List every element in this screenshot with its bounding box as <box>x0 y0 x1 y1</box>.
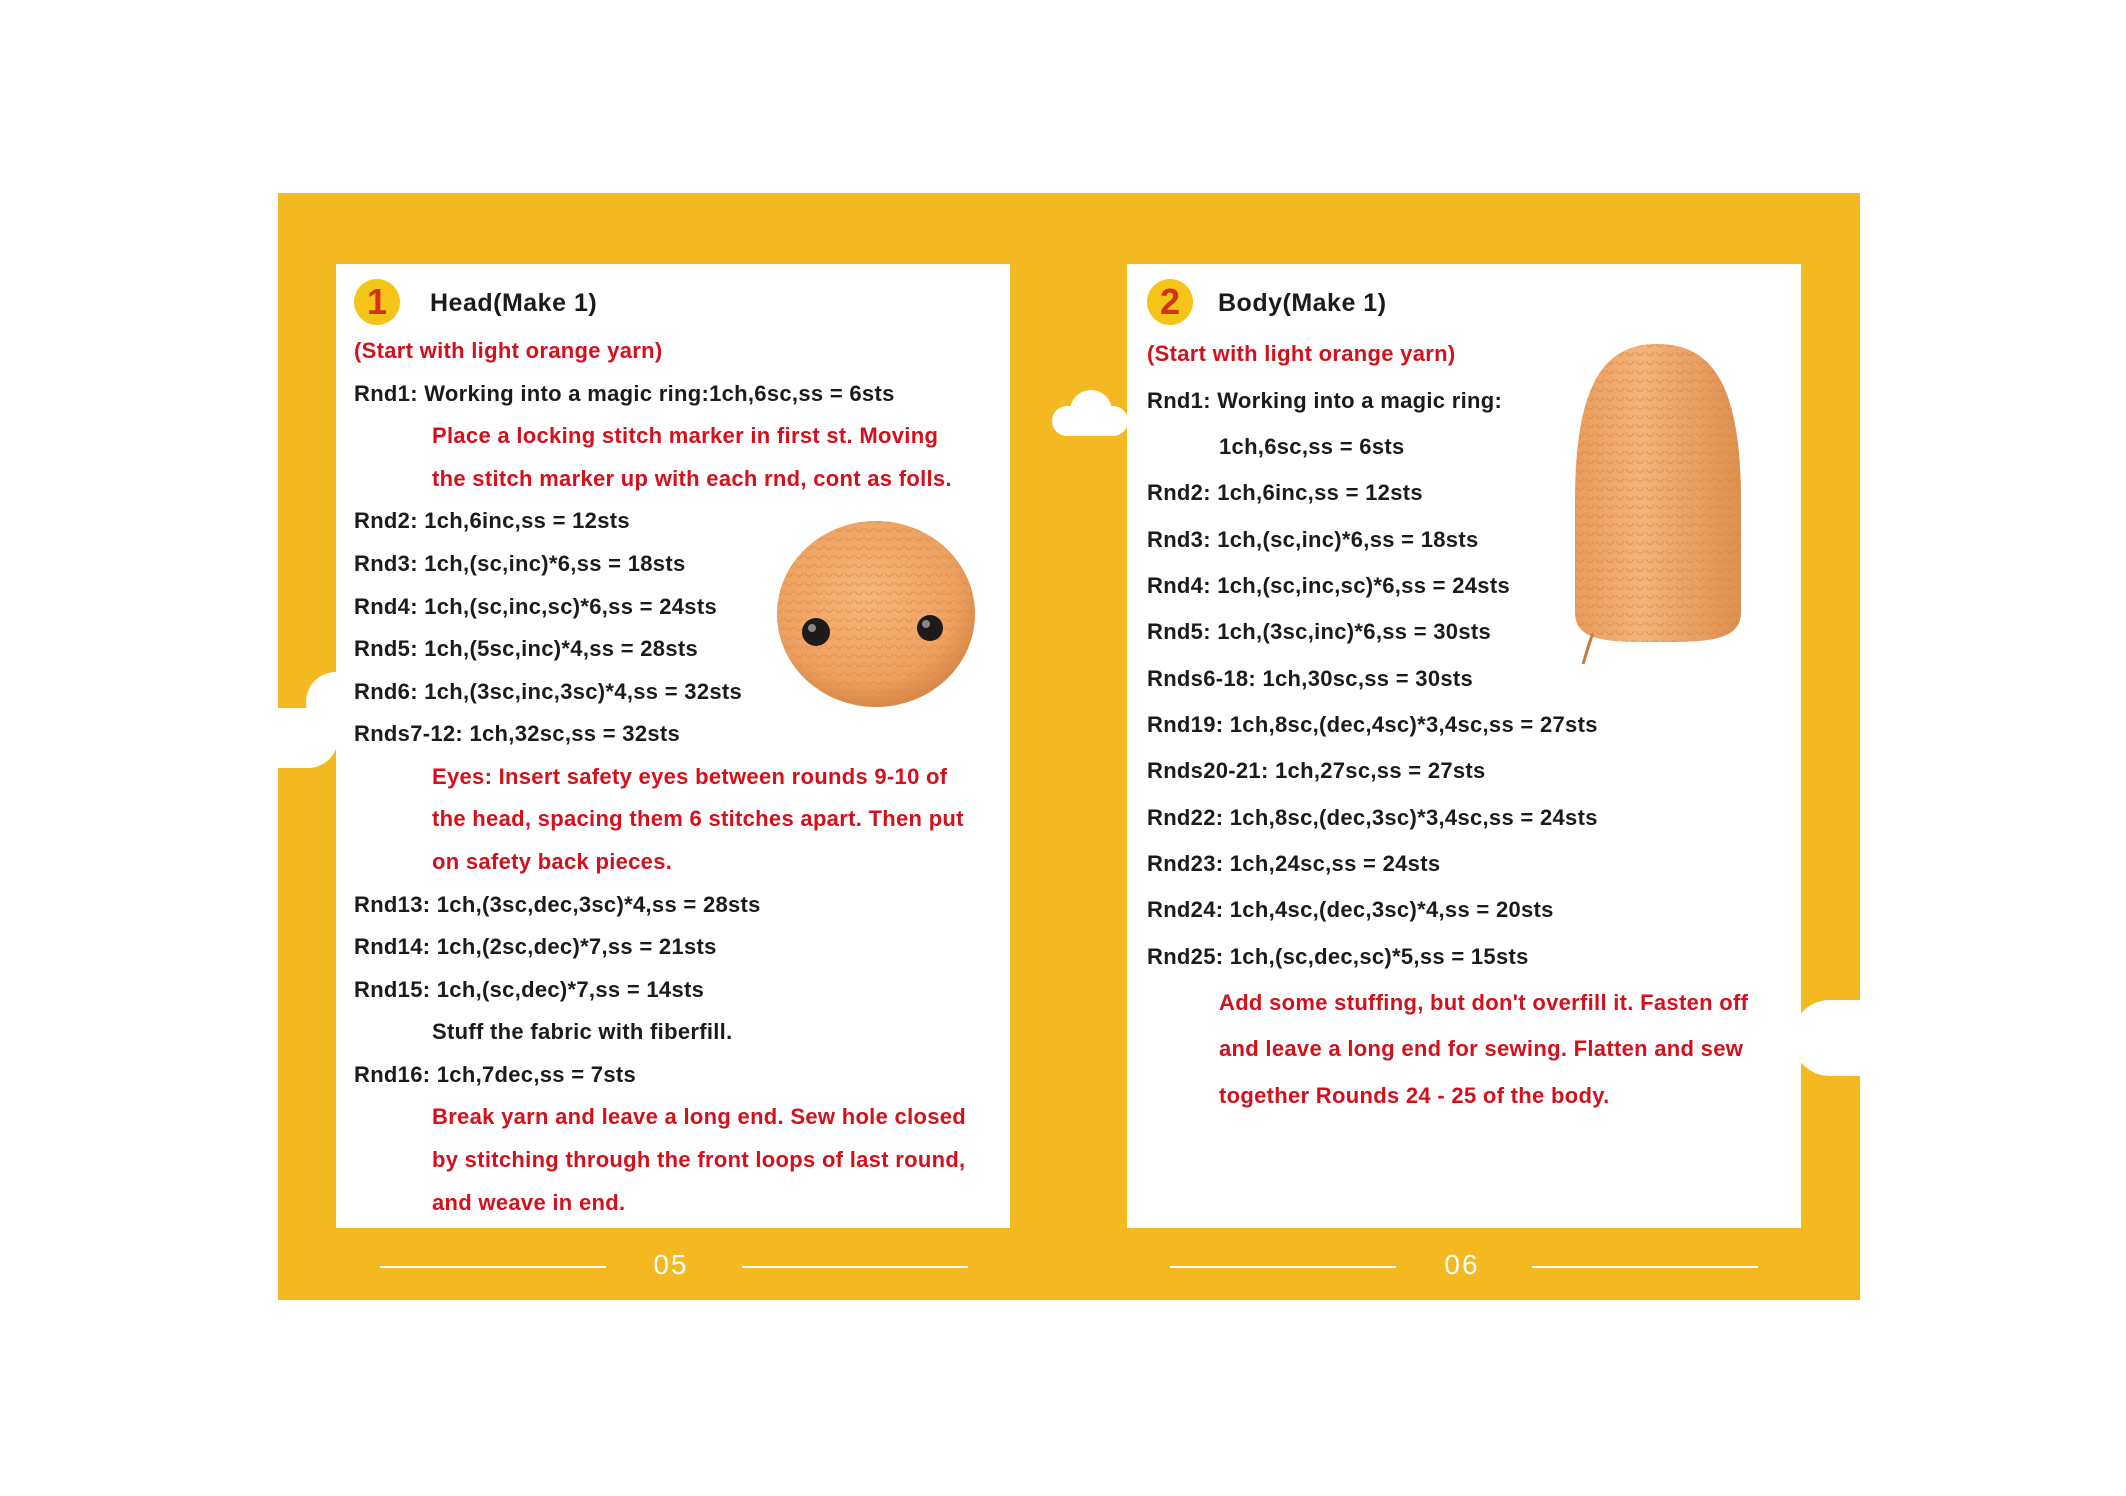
round-line: Rnd4: 1ch,(sc,inc,sc)*6,ss = 24sts <box>354 594 717 619</box>
round-line: Rnd24: 1ch,4sc,(dec,3sc)*4,ss = 20sts <box>1147 897 1554 922</box>
crochet-body-image <box>1565 342 1749 668</box>
round-line: Rnd19: 1ch,8sc,(dec,4sc)*3,4sc,ss = 27sts <box>1147 712 1598 737</box>
cloud-decoration-center-bump <box>1070 390 1112 432</box>
footer-divider <box>742 1266 968 1268</box>
footer-divider <box>1170 1266 1396 1268</box>
yarn-note: (Start with light orange yarn) <box>354 338 663 363</box>
head-instructions-page <box>336 264 1010 1228</box>
round-line: Rnd13: 1ch,(3sc,dec,3sc)*4,ss = 28sts <box>354 892 761 917</box>
instruction-note: together Rounds 24 - 25 of the body. <box>1219 1083 1610 1108</box>
round-line: Rnds6-18: 1ch,30sc,ss = 30sts <box>1147 666 1474 691</box>
instruction-note: Stuff the fabric with fiberfill. <box>432 1019 733 1044</box>
instruction-note: the stitch marker up with each rnd, cont as folls. <box>432 466 952 491</box>
instruction-note: Add some stuffing, but don't overfill it. Fasten off <box>1219 990 1749 1015</box>
round-line: Rnd3: 1ch,(sc,inc)*6,ss = 18sts <box>354 551 686 576</box>
round-line: Rnd22: 1ch,8sc,(dec,3sc)*3,4sc,ss = 24sts <box>1147 805 1598 830</box>
round-line: 1ch,6sc,ss = 6sts <box>1219 434 1405 459</box>
footer-divider <box>380 1266 606 1268</box>
round-line: Rnd3: 1ch,(sc,inc)*6,ss = 18sts <box>1147 527 1479 552</box>
round-line: Rnd5: 1ch,(3sc,inc)*6,ss = 30sts <box>1147 619 1492 644</box>
page-number-left: 05 <box>653 1249 689 1280</box>
round-line: Rnd2: 1ch,6inc,ss = 12sts <box>354 508 630 533</box>
round-line: Rnd5: 1ch,(5sc,inc)*4,ss = 28sts <box>354 636 699 661</box>
footer-divider <box>1532 1266 1758 1268</box>
round-line: Rnds20-21: 1ch,27sc,ss = 27sts <box>1147 758 1486 783</box>
round-line: Rnd4: 1ch,(sc,inc,sc)*6,ss = 24sts <box>1147 573 1510 598</box>
body-instructions-page <box>1127 264 1801 1228</box>
round-line: Rnd15: 1ch,(sc,dec)*7,ss = 14sts <box>354 977 705 1002</box>
round-line: Rnd2: 1ch,6inc,ss = 12sts <box>1147 480 1423 505</box>
instruction-note: Eyes: Insert safety eyes between rounds 9-10 of <box>432 764 948 789</box>
step-badge: 1 <box>354 279 400 325</box>
round-line: Rnd23: 1ch,24sc,ss = 24sts <box>1147 851 1441 876</box>
section-title: Head(Make 1) <box>430 289 598 317</box>
instruction-note: and weave in end. <box>432 1190 626 1215</box>
round-line: Rnd6: 1ch,(3sc,inc,3sc)*4,ss = 32sts <box>354 679 743 704</box>
round-line: Rnd16: 1ch,7dec,ss = 7sts <box>354 1062 637 1087</box>
section-title: Body(Make 1) <box>1218 289 1387 317</box>
round-line: Rnd1: Working into a magic ring:1ch,6sc,ss = 6sts <box>354 381 895 406</box>
instruction-note: the head, spacing them 6 stitches apart. Then put <box>432 806 964 831</box>
step-badge: 2 <box>1147 279 1193 325</box>
instruction-note: Break yarn and leave a long end. Sew hole closed <box>432 1104 967 1129</box>
page-number-right: 06 <box>1444 1249 1480 1280</box>
instruction-note: by stitching through the front loops of last round, <box>432 1147 966 1172</box>
yarn-note: (Start with light orange yarn) <box>1147 341 1456 366</box>
instruction-note: and leave a long end for sewing. Flatten and sew <box>1219 1036 1744 1061</box>
crochet-head-image <box>774 518 978 714</box>
round-line: Rnd14: 1ch,(2sc,dec)*7,ss = 21sts <box>354 934 717 959</box>
cloud-decoration-right <box>1792 1000 1860 1076</box>
round-line: Rnd25: 1ch,(sc,dec,sc)*5,ss = 15sts <box>1147 944 1529 969</box>
instruction-note: Place a locking stitch marker in first st. Moving <box>432 423 939 448</box>
round-line: Rnds7-12: 1ch,32sc,ss = 32sts <box>354 721 681 746</box>
round-line: Rnd1: Working into a magic ring: <box>1147 388 1503 413</box>
instruction-note: on safety back pieces. <box>432 849 673 874</box>
